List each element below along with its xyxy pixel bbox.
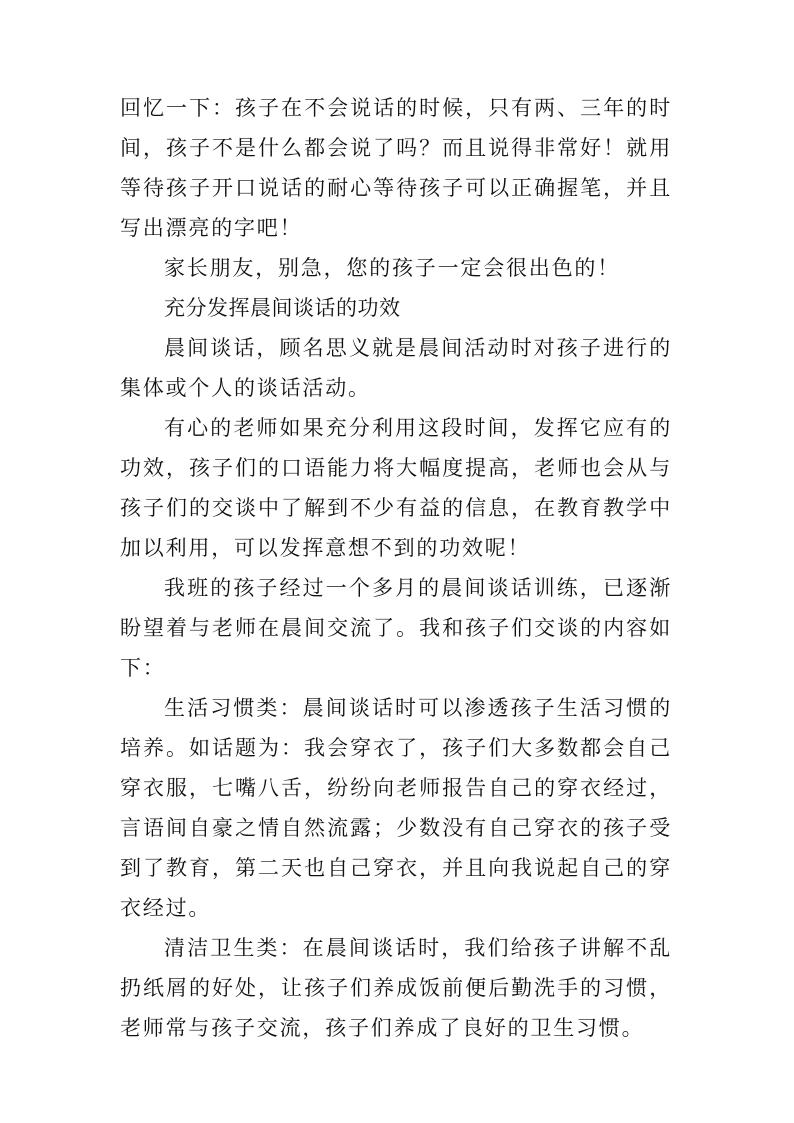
paragraph-benefits: 有心的老师如果充分利用这段时间，发挥它应有的功效，孩子们的口语能力将大幅度提高，老师也会从与孩子们的交谈中了解到不少有益的信息，在教育教学中加以利用，可以发挥意想不到的功效呢！ (120, 416, 672, 560)
paragraph-life-habits: 生活习惯类：晨间谈话时可以渗透孩子生活习惯的培养。如话题为：我会穿衣了，孩子们大多数都会自己穿衣服，七嘴八舌，纷纷向老师报告自己的穿衣经过，言语间自豪之情自然流露；少数没有自己穿衣的孩子受到了教育，第二天也自己穿衣，并且向我说起自己的穿衣经过。 (120, 696, 672, 920)
paragraph-class-progress: 我班的孩子经过一个多月的晨间谈话训练，已逐渐盼望着与老师在晨间交流了。我和孩子们交谈的内容如下： (120, 576, 672, 680)
paragraph-hygiene: 清洁卫生类：在晨间谈话时，我们给孩子讲解不乱扔纸屑的好处，让孩子们养成饭前便后勤洗手的习惯，老师常与孩子交流，孩子们养成了良好的卫生习惯。 (120, 936, 672, 1040)
paragraph-parents-note: 家长朋友，别急，您的孩子一定会很出色的！ (164, 256, 620, 280)
paragraph-recall: 回忆一下：孩子在不会说话的时候，只有两、三年的时间，孩子不是什么都会说了吗？而且说得非常好！就用等待孩子开口说话的耐心等待孩子可以正确握笔，并且写出漂亮的字吧！ (120, 96, 672, 240)
paragraph-definition: 晨间谈话，顾名思义就是晨间活动时对孩子进行的集体或个人的谈话活动。 (120, 336, 672, 400)
document-page (120, 88, 672, 1048)
section-heading: 充分发挥晨间谈话的功效 (164, 296, 401, 320)
